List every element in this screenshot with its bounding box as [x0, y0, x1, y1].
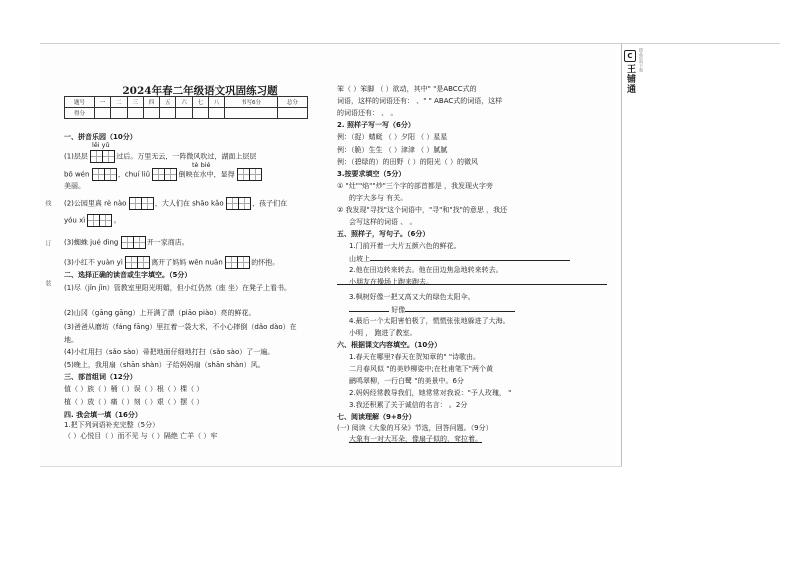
question-text: (1)层层 — [64, 152, 88, 161]
section-heading: 四. 我会填一填（16分） — [64, 411, 142, 419]
section-heading: 七、阅读理解（9+8分） — [337, 413, 416, 421]
question-line — [349, 304, 515, 315]
number-marker: ① — [337, 182, 344, 190]
section-heading: 3.按要求填空（5分） — [337, 170, 406, 178]
question-line — [64, 256, 279, 269]
question-text: 1.把下列词语补充完整（5分） — [64, 421, 160, 429]
question-text: 鹂鸣翠柳，一行白鹭 "的美景中。6分 — [349, 377, 464, 385]
table-cell: 题号 — [65, 97, 95, 108]
question-text: 美丽。 — [64, 182, 85, 190]
pinyin: ，chuí liǔ — [117, 170, 151, 179]
question-text: 值（ ）族（ ）桶（ ）误（ ）根（ ）棵（ ） — [64, 385, 204, 393]
answer-line[interactable] — [349, 304, 389, 312]
question-text: 3.枫树好像一把又高又大的绿色太阳伞。 — [349, 293, 475, 301]
pinyin: bō wén — [64, 170, 90, 179]
question-text: 例：（脆）生生 （ ）津津 （ ）腻腻 — [337, 146, 448, 154]
question-line — [64, 236, 189, 249]
char-box[interactable] — [141, 197, 154, 210]
question-line — [349, 253, 570, 264]
question-text: 的怀抱。 — [251, 258, 280, 267]
score-input-cell[interactable] — [176, 108, 192, 119]
question-text: (2)山冈（gāng gāng）上开满了漂（piāo piào）亮的鲜花。 — [64, 309, 256, 317]
char-box[interactable] — [249, 168, 262, 181]
brand-mark — [624, 48, 644, 94]
table-cell: 四 — [143, 97, 159, 108]
bottom-rule — [40, 466, 622, 467]
binding-mark: 线 — [44, 200, 51, 206]
question-text: 二月春风似 "的美妙柳姿中;在杜甫笔下"两个黄 — [349, 365, 494, 373]
question-text: 1.门前开着一大片五颜六色的鲜花。 — [349, 242, 461, 250]
score-input-cell[interactable] — [95, 108, 111, 119]
question-text: 我发现"寻找"这个词语中，"寻"和"找"的意思 ，我还 — [345, 206, 508, 214]
question-text: 1.春天在哪里?春天在贺知章的" "诗歌由。 — [349, 353, 481, 361]
question-text: 例：（捉）蜻蜓 （ ）夕阳 （ ）星星 — [337, 133, 448, 141]
pinyin: jué dìng — [90, 238, 119, 247]
char-box[interactable] — [133, 236, 146, 249]
score-input-cell[interactable] — [160, 108, 176, 119]
question-text: 。 — [113, 216, 121, 225]
question-text: (一) 阅读《大象的耳朵》节选，回答问题。（9分） — [337, 424, 493, 432]
reading-passage: 大象有一对大耳朵，像扇子似的，耷拉着。 — [349, 435, 482, 443]
table-row — [65, 97, 308, 108]
score-input-cell[interactable] — [143, 108, 159, 119]
question-text: ，大人们在 — [154, 199, 190, 208]
pinyin: yóu xì — [64, 216, 86, 225]
binding-mark: 装 — [44, 280, 51, 286]
answer-line[interactable] — [370, 253, 570, 261]
question-text: （ ）心悦目（ ）而不见 与（ ）隔绝 亡羊（ ）牢 — [64, 432, 218, 440]
question-text: (4)小红用扫（sǎo sào）帚把地面仔细地打扫（sǎo sào）了一遍。 — [64, 348, 275, 356]
question-text: 4.最后一个太阳害怕极了，慌慌张张地躲进了大海。 — [349, 317, 510, 325]
question-line — [64, 214, 121, 227]
table-cell: 一 — [95, 97, 111, 108]
question-text: 离开了妈妈 — [151, 258, 187, 267]
char-box[interactable] — [238, 197, 251, 210]
answer-line[interactable] — [337, 283, 607, 285]
question-text: (1)尽（jǐn jǐn）管教室里阳光明媚，但小红仍然（座 坐）在凳子上看书。 — [64, 284, 292, 292]
pinyin: rè nào — [104, 199, 127, 208]
char-box[interactable] — [104, 168, 117, 181]
score-input-cell[interactable] — [111, 108, 127, 119]
pinyin: tè bié — [192, 161, 211, 169]
table-row — [65, 108, 308, 119]
score-table — [64, 96, 308, 119]
question-text: (2)公园里真 — [64, 199, 102, 208]
question-text: 词语，这样的词语还有： 、" " ABAC式的词语，这样 — [337, 97, 503, 105]
table-cell: 三 — [127, 97, 143, 108]
question-text: 2.他在田边转来转去。他在田边焦急地转来转去。 — [349, 266, 503, 274]
binding-margin — [43, 200, 55, 320]
question-line — [64, 197, 287, 210]
table-cell: 六 — [176, 97, 192, 108]
section-heading: 二、选择正确的读音或生字填空。（5分） — [64, 271, 192, 279]
brand-subtitle: 精品资料下载 — [639, 48, 644, 72]
pinyin: shāo kǎo — [192, 199, 224, 208]
binding-mark: 订 — [44, 240, 51, 246]
answer-line[interactable] — [405, 304, 515, 312]
score-input-cell[interactable] — [209, 108, 225, 119]
question-text: 开一家商店。 — [146, 238, 189, 247]
question-text: 小明 ， 跑进了教室。 — [349, 329, 417, 337]
question-line — [64, 168, 261, 181]
question-text: "灶""焰""炒"三个字的部首都是 ，我发现火字旁 — [345, 182, 494, 190]
question-line — [337, 181, 493, 191]
section-heading: 一、拼音乐园（10分） — [64, 133, 137, 141]
section-heading: 2. 照样子写一写（6分） — [337, 121, 415, 129]
page-title: 2024年春二年级语文巩固练习题 — [122, 85, 278, 97]
question-text: (3)蜘蛛 — [64, 238, 88, 247]
question-text: 的词语还有： 、 。 — [337, 109, 398, 117]
question-text: 植（ ）放（ ）痛（ ）刻（ ）艰（ ）摆（ ） — [64, 398, 204, 406]
question-text: ，孩子们在 — [252, 199, 288, 208]
question-text: 过后。万里无云，一阵微风吹过，湖面上层层 — [116, 152, 257, 161]
section-heading: 六、根据课文内容填空。（10分） — [337, 341, 442, 349]
char-box[interactable] — [137, 256, 150, 269]
question-text: 好像 — [389, 306, 406, 314]
section-heading: 三、部首组词（12分） — [64, 373, 137, 381]
question-text: 笨（ ）笨脚 （ ）欲动，其中" "是ABCC式的 — [337, 85, 477, 93]
char-box[interactable] — [164, 168, 177, 181]
char-box[interactable] — [99, 214, 112, 227]
right-margin-panel — [622, 44, 780, 466]
question-text: 的字大多与 有关。 — [349, 194, 408, 202]
score-input-cell[interactable] — [192, 108, 208, 119]
table-cell: 八 — [209, 97, 225, 108]
char-box[interactable] — [102, 150, 115, 163]
question-line — [64, 150, 256, 163]
table-cell: 书写6分 — [225, 97, 278, 108]
table-cell: 总分 — [277, 97, 307, 108]
question-text: 会写这样的词语 、 。 — [349, 218, 417, 226]
table-cell: 二 — [111, 97, 127, 108]
question-text: (3)爸爸从磨坊（fáng fāng）里扛着一袋大米，不小心摔倒（dǎo dào）在地。 — [64, 323, 297, 344]
section-heading: 五、照样子，写句子。（6分） — [337, 230, 430, 238]
table-cell: 七 — [192, 97, 208, 108]
score-input-cell[interactable] — [225, 108, 278, 119]
question-text: 3.我还积累了关于诚信的名言： 。2分 — [349, 401, 468, 409]
question-text: 倒映在水中，显得 — [178, 170, 235, 179]
pinyin: lěi yǔ — [92, 141, 110, 149]
table-cell: 五 — [160, 97, 176, 108]
char-box[interactable] — [237, 256, 250, 269]
table-cell: 得分 — [65, 108, 95, 119]
number-marker: ② — [337, 206, 344, 214]
question-text: 2.妈妈经常教导我们，她常常对我说："予人玫瑰， " — [349, 389, 512, 397]
brand-name: 王铺通 — [625, 64, 635, 94]
score-input-cell[interactable] — [127, 108, 143, 119]
question-text: 山坡上 — [349, 255, 370, 263]
pinyin: wēn nuǎn — [188, 258, 223, 267]
brand-logo-icon: C — [624, 50, 636, 62]
question-line — [337, 205, 507, 215]
score-input-cell[interactable] — [277, 108, 307, 119]
question-text: (5)晚上，我用扇（shān shàn）子给妈妈扇（shān shàn）风。 — [64, 361, 265, 369]
question-text: (3)小红不 — [64, 258, 95, 267]
pinyin: yuàn yì — [97, 258, 123, 267]
question-text: 小朋友在操场上跑来跑去。 — [349, 278, 433, 286]
question-text: 例：（碧绿的）的田野（ ）的阳光（ ）的微风 — [337, 158, 478, 166]
